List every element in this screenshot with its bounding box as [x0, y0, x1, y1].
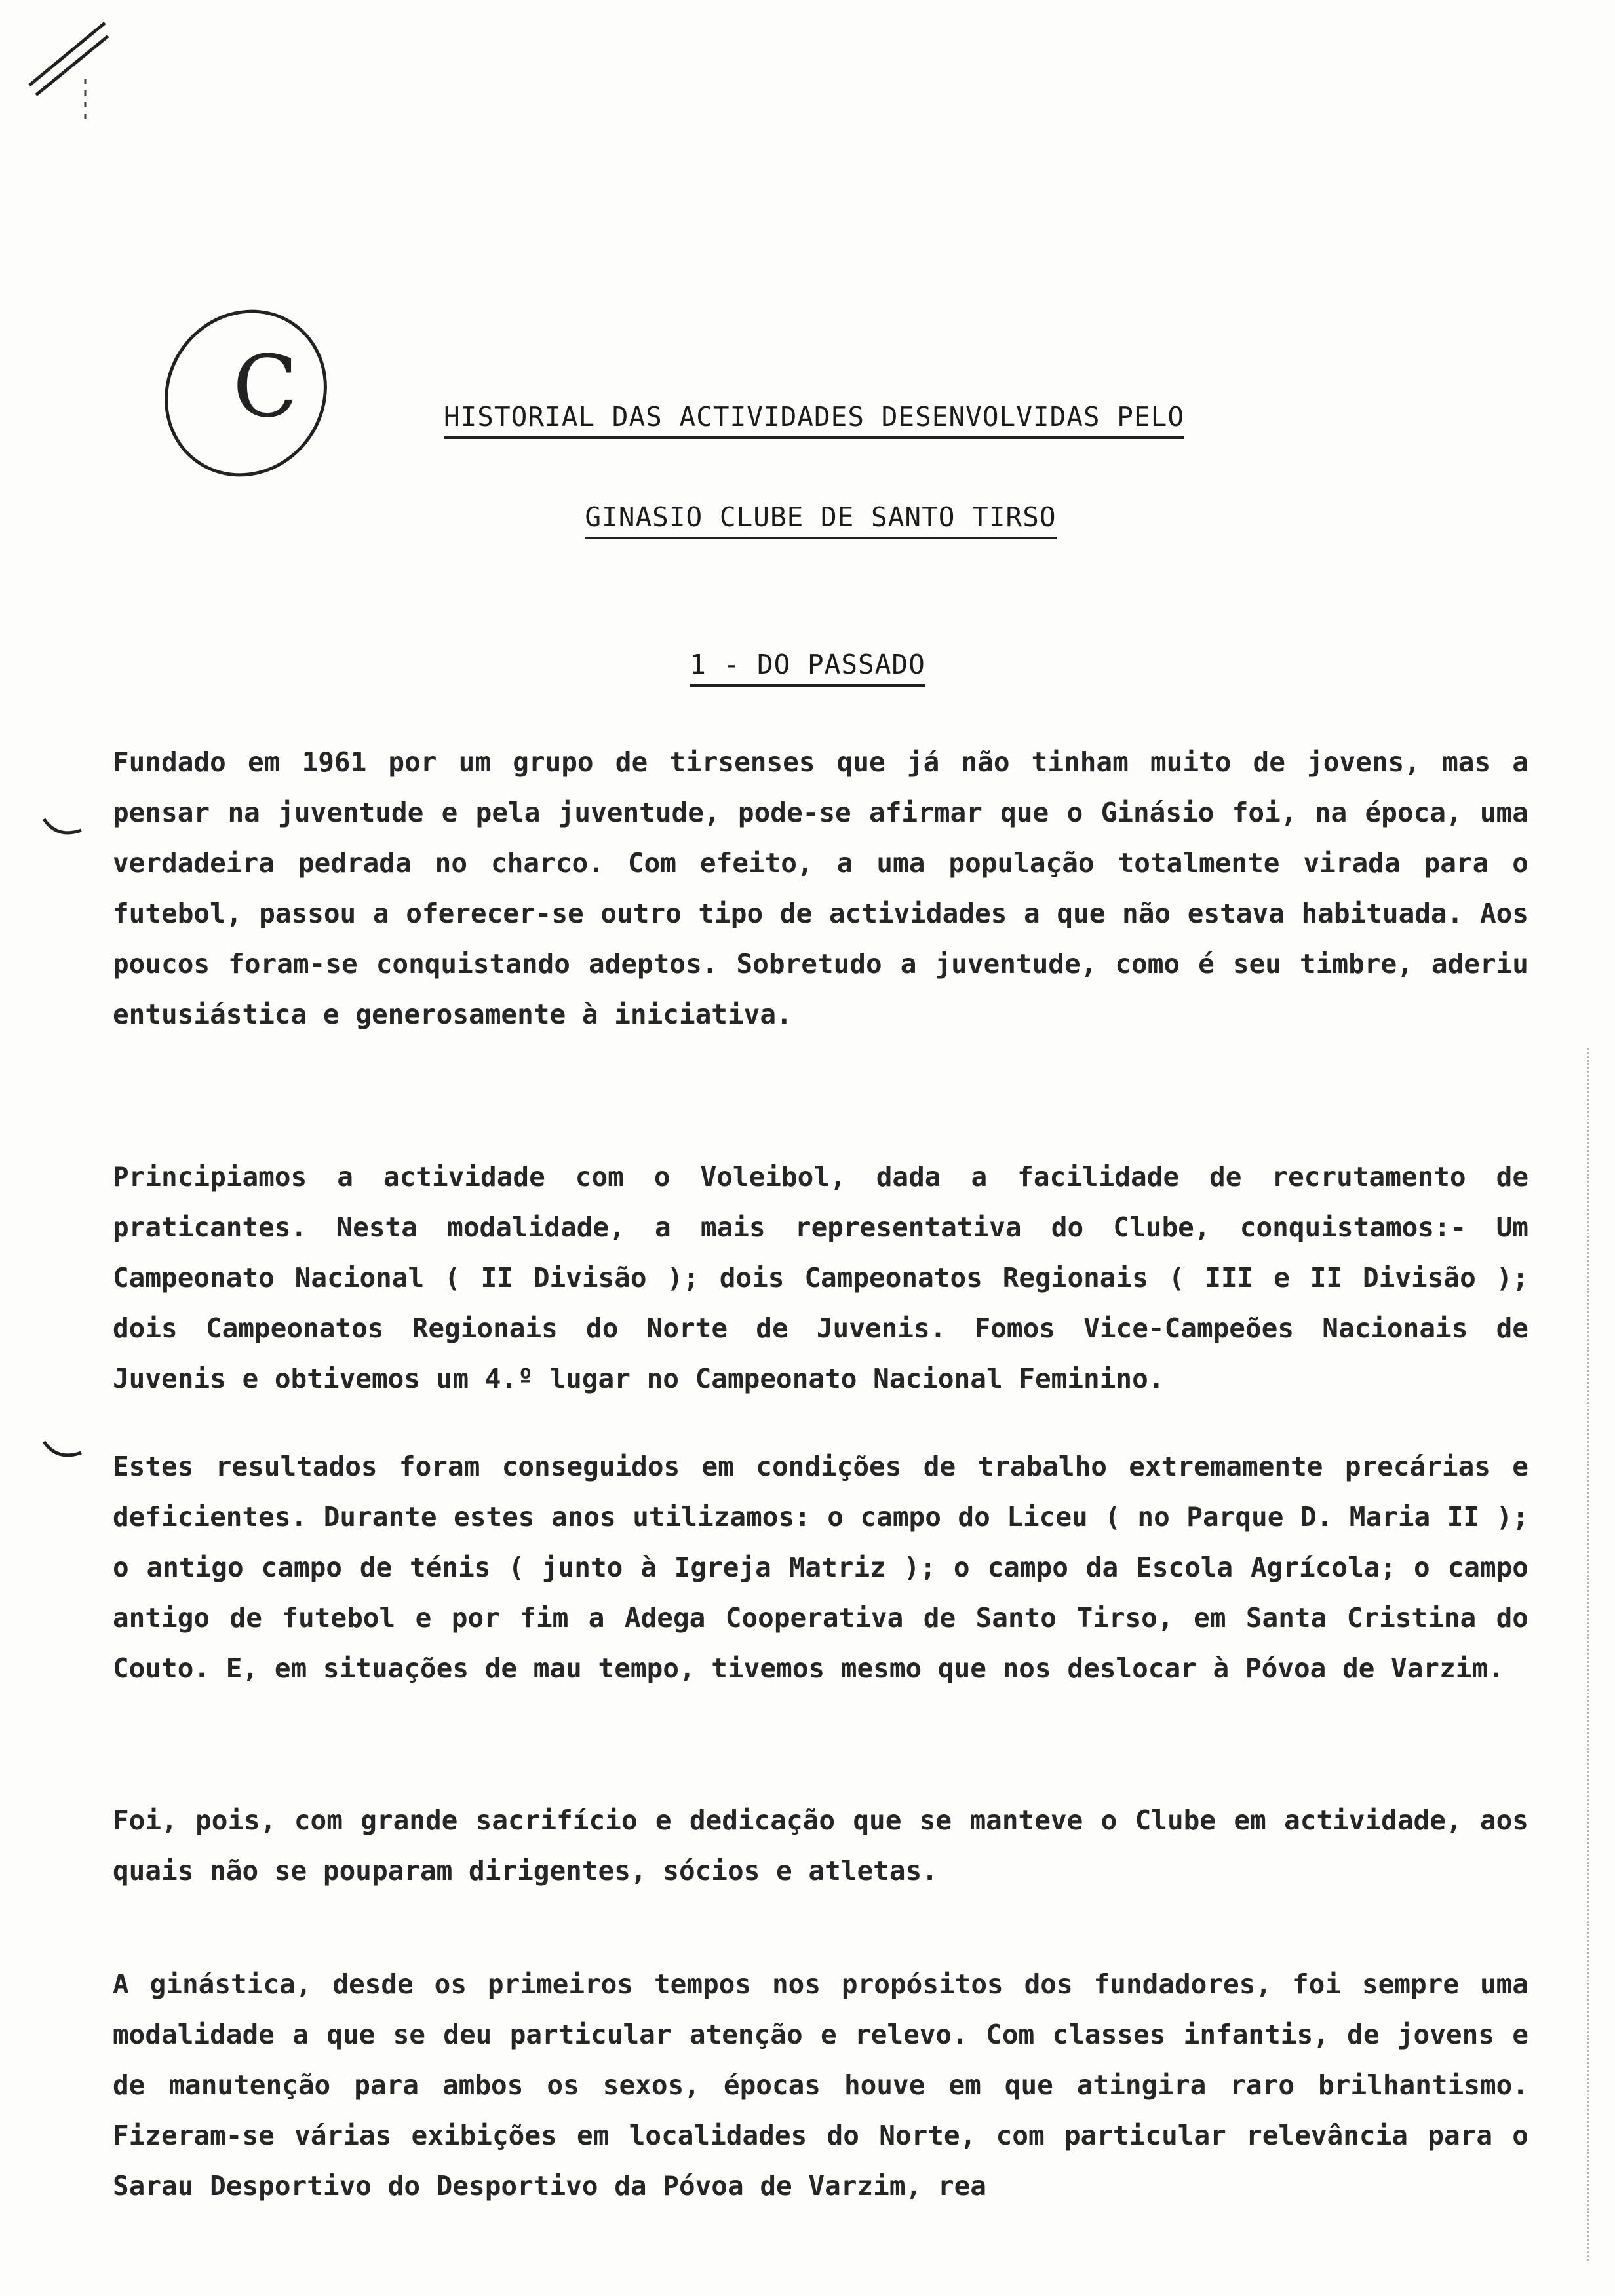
section-heading-text: 1 - DO PASSADO	[690, 649, 925, 687]
title-line2-text: GINASIO CLUBE DE SANTO TIRSO	[585, 501, 1056, 539]
section-heading	[0, 649, 1615, 680]
paragraph-conditions: Estes resultados foram conseguidos em condições de trabalho extremamente precárias e deficientes. Durante estes anos utilizamos: o campo do Liceu ( no Parque D. Maria II ); o antigo campo de ténis ( junto à Igreja Matriz ); o campo da Escola Agrícola; o campo antigo de futebol e por fim a Adega Cooperativa de Santo Tirso, em Santa Cristina do Couto. E, em situações de mau tempo, tivemos mesmo que nos deslocar à Póvoa de Varzim.	[113, 1451, 1528, 1684]
document-title-line1	[0, 401, 1615, 432]
margin-tick-1	[41, 816, 87, 842]
annotation-letter: C	[233, 337, 298, 436]
title-line1-text: HISTORIAL DAS ACTIVIDADES DESENVOLVIDAS PELO	[444, 401, 1184, 439]
paragraph-founding: Fundado em 1961 por um grupo de tirsenses que já não tinham muito de jovens, mas a pensar na juventude e pela juventude, pode-se afirmar que o Ginásio foi, na época, uma verdadeira pedrada no charco. Com efeito, a uma população totalmente virada para o futebol, passou a oferecer-se outro tipo de actividades a que não estava habituada. Aos poucos foram-se conquistando adeptos. Sobretudo a juventude, como é seu timbre, aderiu entusiástica e generosamente à iniciativa.	[113, 746, 1528, 1030]
circled-letter-annotation	[154, 301, 338, 485]
margin-tick-2	[41, 1438, 87, 1464]
scan-edge-line	[1584, 1048, 1589, 2261]
document-title-line2	[0, 501, 1615, 533]
paragraph-sacrifice: Foi, pois, com grande sacrifício e dedicação que se manteve o Clube em actividade, aos quais não se pouparam dirigentes, sócios e atletas.	[113, 1805, 1528, 1886]
paragraph-gymnastics: A ginástica, desde os primeiros tempos nos propósitos dos fundadores, foi sempre uma modalidade a que se deu particular atenção e relevo. Com classes infantis, de jovens e de manutenção para ambos os sexos, épocas houve em que atingira raro brilhantismo. Fizeram-se várias exibições em localidades do Norte, com particular relevância para o Sarau Desportivo do Desportivo da Póvoa de Varzim, rea	[113, 1968, 1528, 2202]
corner-slash-marks	[16, 13, 115, 131]
paragraph-volleyball: Principiamos a actividade com o Voleibol, dada a facilidade de recrutamento de praticantes. Nesta modalidade, a mais representativa do Clube, conquistamos:- Um Campeonato Nacional ( II Divisão ); dois Campeonatos Regionais ( III e II Divisão ); dois Campeonatos Regionais do Norte de Juvenis. Fomos Vice-Campeões Nacionais de Juvenis e obtivemos um 4.º lugar no Campeonato Nacional Feminino.	[113, 1161, 1528, 1394]
